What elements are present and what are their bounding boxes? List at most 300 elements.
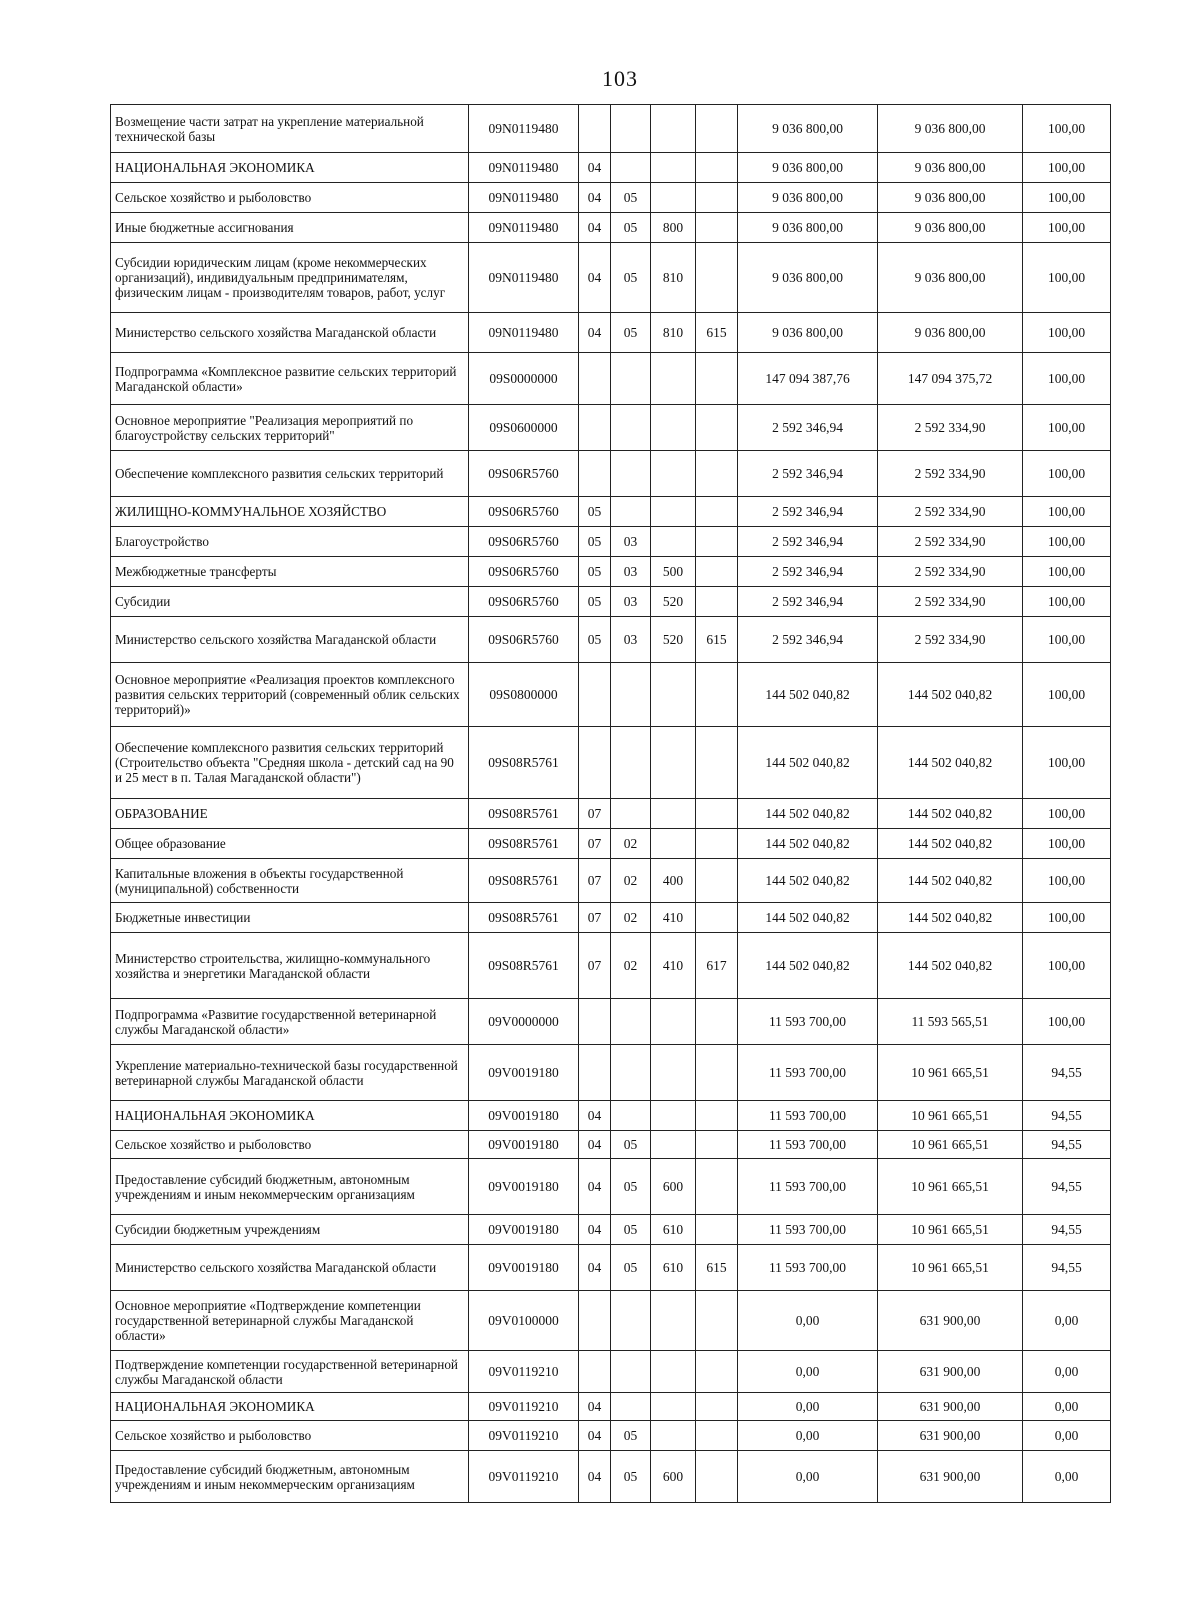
actual-amount: 147 094 375,72 xyxy=(878,353,1023,405)
execution-percent: 0,00 xyxy=(1023,1393,1111,1421)
actual-amount: 631 900,00 xyxy=(878,1421,1023,1451)
expense-type-code xyxy=(651,727,696,799)
planned-amount: 11 593 700,00 xyxy=(738,1245,878,1291)
row-name: Субсидии xyxy=(111,587,469,617)
target-code: 09S06R5760 xyxy=(469,587,579,617)
row-name: Подпрограмма «Развитие государственной ветеринарной службы Магаданской области» xyxy=(111,999,469,1045)
target-code: 09S08R5761 xyxy=(469,859,579,903)
actual-amount: 9 036 800,00 xyxy=(878,105,1023,153)
planned-amount: 144 502 040,82 xyxy=(738,799,878,829)
grbs-code xyxy=(696,727,738,799)
subsection-code xyxy=(611,727,651,799)
subsection-code: 03 xyxy=(611,557,651,587)
planned-amount: 144 502 040,82 xyxy=(738,859,878,903)
actual-amount: 144 502 040,82 xyxy=(878,663,1023,727)
planned-amount: 144 502 040,82 xyxy=(738,903,878,933)
planned-amount: 2 592 346,94 xyxy=(738,587,878,617)
target-code: 09S08R5761 xyxy=(469,829,579,859)
actual-amount: 10 961 665,51 xyxy=(878,1101,1023,1131)
grbs-code xyxy=(696,1045,738,1101)
target-code: 09S06R5760 xyxy=(469,497,579,527)
grbs-code xyxy=(696,999,738,1045)
planned-amount: 0,00 xyxy=(738,1351,878,1393)
planned-amount: 11 593 700,00 xyxy=(738,1159,878,1215)
table-row xyxy=(111,557,1111,587)
planned-amount: 2 592 346,94 xyxy=(738,527,878,557)
row-name: Иные бюджетные ассигнования xyxy=(111,213,469,243)
row-name: Субсидии бюджетным учреждениям xyxy=(111,1215,469,1245)
execution-percent: 100,00 xyxy=(1023,405,1111,451)
table-row xyxy=(111,183,1111,213)
expense-type-code xyxy=(651,829,696,859)
actual-amount: 9 036 800,00 xyxy=(878,153,1023,183)
row-name: Сельское хозяйство и рыболовство xyxy=(111,1131,469,1159)
planned-amount: 0,00 xyxy=(738,1451,878,1503)
grbs-code xyxy=(696,527,738,557)
subsection-code xyxy=(611,405,651,451)
grbs-code xyxy=(696,1101,738,1131)
subsection-code: 03 xyxy=(611,527,651,557)
grbs-code xyxy=(696,1451,738,1503)
row-name: Сельское хозяйство и рыболовство xyxy=(111,1421,469,1451)
subsection-code xyxy=(611,663,651,727)
grbs-code xyxy=(696,557,738,587)
planned-amount: 2 592 346,94 xyxy=(738,497,878,527)
target-code: 09V0019180 xyxy=(469,1131,579,1159)
table-row xyxy=(111,1291,1111,1351)
execution-percent: 100,00 xyxy=(1023,587,1111,617)
table-row xyxy=(111,829,1111,859)
table-row xyxy=(111,213,1111,243)
expense-type-code: 810 xyxy=(651,313,696,353)
target-code: 09V0100000 xyxy=(469,1291,579,1351)
row-name: Основное мероприятие "Реализация мероприятий по благоустройству сельских территорий" xyxy=(111,405,469,451)
planned-amount: 9 036 800,00 xyxy=(738,105,878,153)
planned-amount: 0,00 xyxy=(738,1393,878,1421)
expense-type-code xyxy=(651,105,696,153)
actual-amount: 631 900,00 xyxy=(878,1393,1023,1421)
expense-type-code: 610 xyxy=(651,1215,696,1245)
section-code: 07 xyxy=(579,903,611,933)
subsection-code: 02 xyxy=(611,903,651,933)
expense-type-code xyxy=(651,183,696,213)
grbs-code xyxy=(696,1159,738,1215)
table-row xyxy=(111,1351,1111,1393)
target-code: 09V0019180 xyxy=(469,1045,579,1101)
expense-type-code xyxy=(651,353,696,405)
planned-amount: 11 593 700,00 xyxy=(738,1215,878,1245)
planned-amount: 147 094 387,76 xyxy=(738,353,878,405)
actual-amount: 2 592 334,90 xyxy=(878,451,1023,497)
actual-amount: 10 961 665,51 xyxy=(878,1215,1023,1245)
grbs-code xyxy=(696,1131,738,1159)
execution-percent: 94,55 xyxy=(1023,1131,1111,1159)
planned-amount: 2 592 346,94 xyxy=(738,451,878,497)
table-row xyxy=(111,727,1111,799)
section-code: 05 xyxy=(579,527,611,557)
expense-type-code xyxy=(651,1045,696,1101)
subsection-code xyxy=(611,799,651,829)
expense-type-code: 600 xyxy=(651,1159,696,1215)
row-name: Общее образование xyxy=(111,829,469,859)
table-row xyxy=(111,587,1111,617)
execution-percent: 94,55 xyxy=(1023,1159,1111,1215)
row-name: Обеспечение комплексного развития сельских территорий xyxy=(111,451,469,497)
table-row xyxy=(111,1393,1111,1421)
row-name: Министерство сельского хозяйства Магаданской области xyxy=(111,313,469,353)
section-code xyxy=(579,1291,611,1351)
table-row xyxy=(111,663,1111,727)
grbs-code xyxy=(696,663,738,727)
section-code xyxy=(579,105,611,153)
execution-percent: 0,00 xyxy=(1023,1351,1111,1393)
subsection-code: 05 xyxy=(611,1245,651,1291)
planned-amount: 11 593 700,00 xyxy=(738,1131,878,1159)
row-name: Подпрограмма «Комплексное развитие сельских территорий Магаданской области» xyxy=(111,353,469,405)
target-code: 09S08R5761 xyxy=(469,727,579,799)
actual-amount: 9 036 800,00 xyxy=(878,313,1023,353)
actual-amount: 144 502 040,82 xyxy=(878,903,1023,933)
grbs-code xyxy=(696,1393,738,1421)
row-name: НАЦИОНАЛЬНАЯ ЭКОНОМИКА xyxy=(111,1101,469,1131)
actual-amount: 10 961 665,51 xyxy=(878,1045,1023,1101)
actual-amount: 9 036 800,00 xyxy=(878,183,1023,213)
execution-percent: 94,55 xyxy=(1023,1215,1111,1245)
section-code: 04 xyxy=(579,1245,611,1291)
expense-type-code xyxy=(651,153,696,183)
table-body xyxy=(111,105,1111,1503)
target-code: 09S06R5760 xyxy=(469,617,579,663)
subsection-code: 05 xyxy=(611,313,651,353)
budget-execution-table xyxy=(110,104,1111,1503)
planned-amount: 9 036 800,00 xyxy=(738,213,878,243)
actual-amount: 144 502 040,82 xyxy=(878,727,1023,799)
execution-percent: 100,00 xyxy=(1023,105,1111,153)
table-row xyxy=(111,933,1111,999)
grbs-code xyxy=(696,799,738,829)
grbs-code xyxy=(696,243,738,313)
row-name: ЖИЛИЩНО-КОММУНАЛЬНОЕ ХОЗЯЙСТВО xyxy=(111,497,469,527)
expense-type-code: 810 xyxy=(651,243,696,313)
actual-amount: 2 592 334,90 xyxy=(878,557,1023,587)
actual-amount: 144 502 040,82 xyxy=(878,829,1023,859)
section-code xyxy=(579,727,611,799)
table-row xyxy=(111,527,1111,557)
execution-percent: 94,55 xyxy=(1023,1045,1111,1101)
section-code: 04 xyxy=(579,183,611,213)
section-code: 04 xyxy=(579,1101,611,1131)
section-code: 04 xyxy=(579,1421,611,1451)
subsection-code xyxy=(611,105,651,153)
grbs-code xyxy=(696,497,738,527)
section-code xyxy=(579,999,611,1045)
execution-percent: 100,00 xyxy=(1023,451,1111,497)
actual-amount: 2 592 334,90 xyxy=(878,617,1023,663)
execution-percent: 100,00 xyxy=(1023,153,1111,183)
expense-type-code: 520 xyxy=(651,587,696,617)
expense-type-code xyxy=(651,1393,696,1421)
execution-percent: 0,00 xyxy=(1023,1291,1111,1351)
execution-percent: 100,00 xyxy=(1023,617,1111,663)
table-row xyxy=(111,1451,1111,1503)
row-name: Предоставление субсидий бюджетным, автономным учреждениям и иным некоммерческим организациям xyxy=(111,1159,469,1215)
target-code: 09N0119480 xyxy=(469,243,579,313)
grbs-code xyxy=(696,213,738,243)
table-row xyxy=(111,859,1111,903)
planned-amount: 144 502 040,82 xyxy=(738,727,878,799)
row-name: Капитальные вложения в объекты государственной (муниципальной) собственности xyxy=(111,859,469,903)
table-row xyxy=(111,1131,1111,1159)
target-code: 09V0119210 xyxy=(469,1451,579,1503)
subsection-code: 05 xyxy=(611,213,651,243)
grbs-code xyxy=(696,1215,738,1245)
execution-percent: 100,00 xyxy=(1023,353,1111,405)
actual-amount: 2 592 334,90 xyxy=(878,587,1023,617)
grbs-code xyxy=(696,859,738,903)
section-code: 04 xyxy=(579,213,611,243)
actual-amount: 9 036 800,00 xyxy=(878,213,1023,243)
section-code xyxy=(579,1351,611,1393)
table-row xyxy=(111,313,1111,353)
table-row xyxy=(111,153,1111,183)
section-code: 05 xyxy=(579,497,611,527)
subsection-code xyxy=(611,153,651,183)
grbs-code xyxy=(696,405,738,451)
target-code: 09S08R5761 xyxy=(469,933,579,999)
expense-type-code xyxy=(651,663,696,727)
actual-amount: 144 502 040,82 xyxy=(878,933,1023,999)
grbs-code: 615 xyxy=(696,313,738,353)
actual-amount: 2 592 334,90 xyxy=(878,497,1023,527)
section-code: 04 xyxy=(579,1215,611,1245)
row-name: Предоставление субсидий бюджетным, автономным учреждениям и иным некоммерческим организациям xyxy=(111,1451,469,1503)
table-row xyxy=(111,105,1111,153)
table-row xyxy=(111,405,1111,451)
planned-amount: 11 593 700,00 xyxy=(738,1101,878,1131)
planned-amount: 0,00 xyxy=(738,1421,878,1451)
table-row xyxy=(111,1215,1111,1245)
section-code: 07 xyxy=(579,799,611,829)
planned-amount: 9 036 800,00 xyxy=(738,243,878,313)
execution-percent: 100,00 xyxy=(1023,313,1111,353)
target-code: 09S08R5761 xyxy=(469,903,579,933)
grbs-code xyxy=(696,1351,738,1393)
grbs-code xyxy=(696,451,738,497)
table-row xyxy=(111,1421,1111,1451)
target-code: 09S0800000 xyxy=(469,663,579,727)
expense-type-code: 800 xyxy=(651,213,696,243)
grbs-code: 617 xyxy=(696,933,738,999)
subsection-code: 02 xyxy=(611,933,651,999)
section-code: 07 xyxy=(579,829,611,859)
planned-amount: 9 036 800,00 xyxy=(738,313,878,353)
section-code xyxy=(579,451,611,497)
table-row xyxy=(111,617,1111,663)
execution-percent: 0,00 xyxy=(1023,1451,1111,1503)
execution-percent: 100,00 xyxy=(1023,799,1111,829)
planned-amount: 2 592 346,94 xyxy=(738,405,878,451)
table-row xyxy=(111,1101,1111,1131)
actual-amount: 10 961 665,51 xyxy=(878,1131,1023,1159)
subsection-code xyxy=(611,1045,651,1101)
subsection-code: 03 xyxy=(611,587,651,617)
grbs-code xyxy=(696,1421,738,1451)
target-code: 09V0119210 xyxy=(469,1351,579,1393)
grbs-code xyxy=(696,829,738,859)
expense-type-code xyxy=(651,1351,696,1393)
expense-type-code: 520 xyxy=(651,617,696,663)
section-code: 04 xyxy=(579,1393,611,1421)
target-code: 09V0019180 xyxy=(469,1101,579,1131)
execution-percent: 100,00 xyxy=(1023,933,1111,999)
target-code: 09V0019180 xyxy=(469,1245,579,1291)
section-code: 05 xyxy=(579,617,611,663)
execution-percent: 100,00 xyxy=(1023,527,1111,557)
planned-amount: 11 593 700,00 xyxy=(738,999,878,1045)
target-code: 09S0600000 xyxy=(469,405,579,451)
row-name: Укрепление материально-технической базы государственной ветеринарной службы Магаданской области xyxy=(111,1045,469,1101)
table-row xyxy=(111,243,1111,313)
subsection-code: 03 xyxy=(611,617,651,663)
section-code: 04 xyxy=(579,153,611,183)
planned-amount: 144 502 040,82 xyxy=(738,933,878,999)
row-name: Возмещение части затрат на укрепление материальной технической базы xyxy=(111,105,469,153)
grbs-code: 615 xyxy=(696,1245,738,1291)
table-row xyxy=(111,353,1111,405)
expense-type-code xyxy=(651,527,696,557)
planned-amount: 11 593 700,00 xyxy=(738,1045,878,1101)
planned-amount: 0,00 xyxy=(738,1291,878,1351)
row-name: Подтверждение компетенции государственной ветеринарной службы Магаданской области xyxy=(111,1351,469,1393)
row-name: Министерство строительства, жилищно-коммунального хозяйства и энергетики Магаданской области xyxy=(111,933,469,999)
subsection-code: 05 xyxy=(611,243,651,313)
execution-percent: 100,00 xyxy=(1023,903,1111,933)
grbs-code: 615 xyxy=(696,617,738,663)
row-name: НАЦИОНАЛЬНАЯ ЭКОНОМИКА xyxy=(111,1393,469,1421)
section-code: 04 xyxy=(579,1131,611,1159)
row-name: Обеспечение комплексного развития сельских территорий (Строительство объекта "Средняя школа - детский сад на 90 и 25 мест в п. Талая Магаданской области") xyxy=(111,727,469,799)
table-row xyxy=(111,497,1111,527)
section-code: 05 xyxy=(579,587,611,617)
table-row xyxy=(111,799,1111,829)
target-code: 09V0019180 xyxy=(469,1159,579,1215)
grbs-code xyxy=(696,587,738,617)
execution-percent: 100,00 xyxy=(1023,213,1111,243)
planned-amount: 144 502 040,82 xyxy=(738,829,878,859)
table-row xyxy=(111,1159,1111,1215)
row-name: Основное мероприятие «Подтверждение компетенции государственной ветеринарной службы Магаданской области» xyxy=(111,1291,469,1351)
expense-type-code xyxy=(651,451,696,497)
target-code: 09N0119480 xyxy=(469,213,579,243)
actual-amount: 2 592 334,90 xyxy=(878,405,1023,451)
expense-type-code xyxy=(651,799,696,829)
section-code: 07 xyxy=(579,933,611,999)
execution-percent: 100,00 xyxy=(1023,999,1111,1045)
target-code: 09S06R5760 xyxy=(469,451,579,497)
subsection-code xyxy=(611,1351,651,1393)
target-code: 09N0119480 xyxy=(469,105,579,153)
grbs-code xyxy=(696,183,738,213)
subsection-code: 02 xyxy=(611,829,651,859)
table-row xyxy=(111,1245,1111,1291)
execution-percent: 100,00 xyxy=(1023,829,1111,859)
subsection-code xyxy=(611,353,651,405)
subsection-code: 05 xyxy=(611,1451,651,1503)
section-code: 04 xyxy=(579,243,611,313)
target-code: 09V0119210 xyxy=(469,1421,579,1451)
row-name: Субсидии юридическим лицам (кроме некоммерческих организаций), индивидуальным предпринимателям, физическим лицам - производителям товаров, работ, услуг xyxy=(111,243,469,313)
actual-amount: 631 900,00 xyxy=(878,1351,1023,1393)
row-name: ОБРАЗОВАНИЕ xyxy=(111,799,469,829)
target-code: 09S08R5761 xyxy=(469,799,579,829)
row-name: Сельское хозяйство и рыболовство xyxy=(111,183,469,213)
execution-percent: 100,00 xyxy=(1023,727,1111,799)
table-row xyxy=(111,903,1111,933)
expense-type-code: 600 xyxy=(651,1451,696,1503)
actual-amount: 144 502 040,82 xyxy=(878,799,1023,829)
expense-type-code xyxy=(651,999,696,1045)
actual-amount: 10 961 665,51 xyxy=(878,1245,1023,1291)
target-code: 09S06R5760 xyxy=(469,527,579,557)
subsection-code xyxy=(611,1101,651,1131)
grbs-code xyxy=(696,153,738,183)
subsection-code: 05 xyxy=(611,1159,651,1215)
execution-percent: 94,55 xyxy=(1023,1101,1111,1131)
section-code: 07 xyxy=(579,859,611,903)
subsection-code: 05 xyxy=(611,1421,651,1451)
target-code: 09V0019180 xyxy=(469,1215,579,1245)
section-code: 04 xyxy=(579,313,611,353)
actual-amount: 631 900,00 xyxy=(878,1451,1023,1503)
section-code: 04 xyxy=(579,1451,611,1503)
grbs-code xyxy=(696,1291,738,1351)
table-row xyxy=(111,999,1111,1045)
expense-type-code: 500 xyxy=(651,557,696,587)
actual-amount: 9 036 800,00 xyxy=(878,243,1023,313)
subsection-code: 05 xyxy=(611,1131,651,1159)
target-code: 09V0119210 xyxy=(469,1393,579,1421)
execution-percent: 0,00 xyxy=(1023,1421,1111,1451)
execution-percent: 100,00 xyxy=(1023,497,1111,527)
subsection-code xyxy=(611,451,651,497)
subsection-code: 05 xyxy=(611,183,651,213)
expense-type-code xyxy=(651,1101,696,1131)
planned-amount: 2 592 346,94 xyxy=(738,557,878,587)
row-name: Основное мероприятие «Реализация проектов комплексного развития сельских территорий (современный облик сельских территорий)» xyxy=(111,663,469,727)
subsection-code: 05 xyxy=(611,1215,651,1245)
table-row xyxy=(111,451,1111,497)
page-number: 103 xyxy=(602,66,638,91)
expense-type-code: 410 xyxy=(651,933,696,999)
section-code: 05 xyxy=(579,557,611,587)
subsection-code: 02 xyxy=(611,859,651,903)
grbs-code xyxy=(696,353,738,405)
row-name: Бюджетные инвестиции xyxy=(111,903,469,933)
expense-type-code xyxy=(651,1291,696,1351)
expense-type-code: 610 xyxy=(651,1245,696,1291)
planned-amount: 9 036 800,00 xyxy=(738,153,878,183)
row-name: Благоустройство xyxy=(111,527,469,557)
expense-type-code: 410 xyxy=(651,903,696,933)
subsection-code xyxy=(611,1393,651,1421)
section-code xyxy=(579,1045,611,1101)
table-row xyxy=(111,1045,1111,1101)
section-code xyxy=(579,663,611,727)
section-code: 04 xyxy=(579,1159,611,1215)
actual-amount: 11 593 565,51 xyxy=(878,999,1023,1045)
subsection-code xyxy=(611,1291,651,1351)
execution-percent: 100,00 xyxy=(1023,183,1111,213)
